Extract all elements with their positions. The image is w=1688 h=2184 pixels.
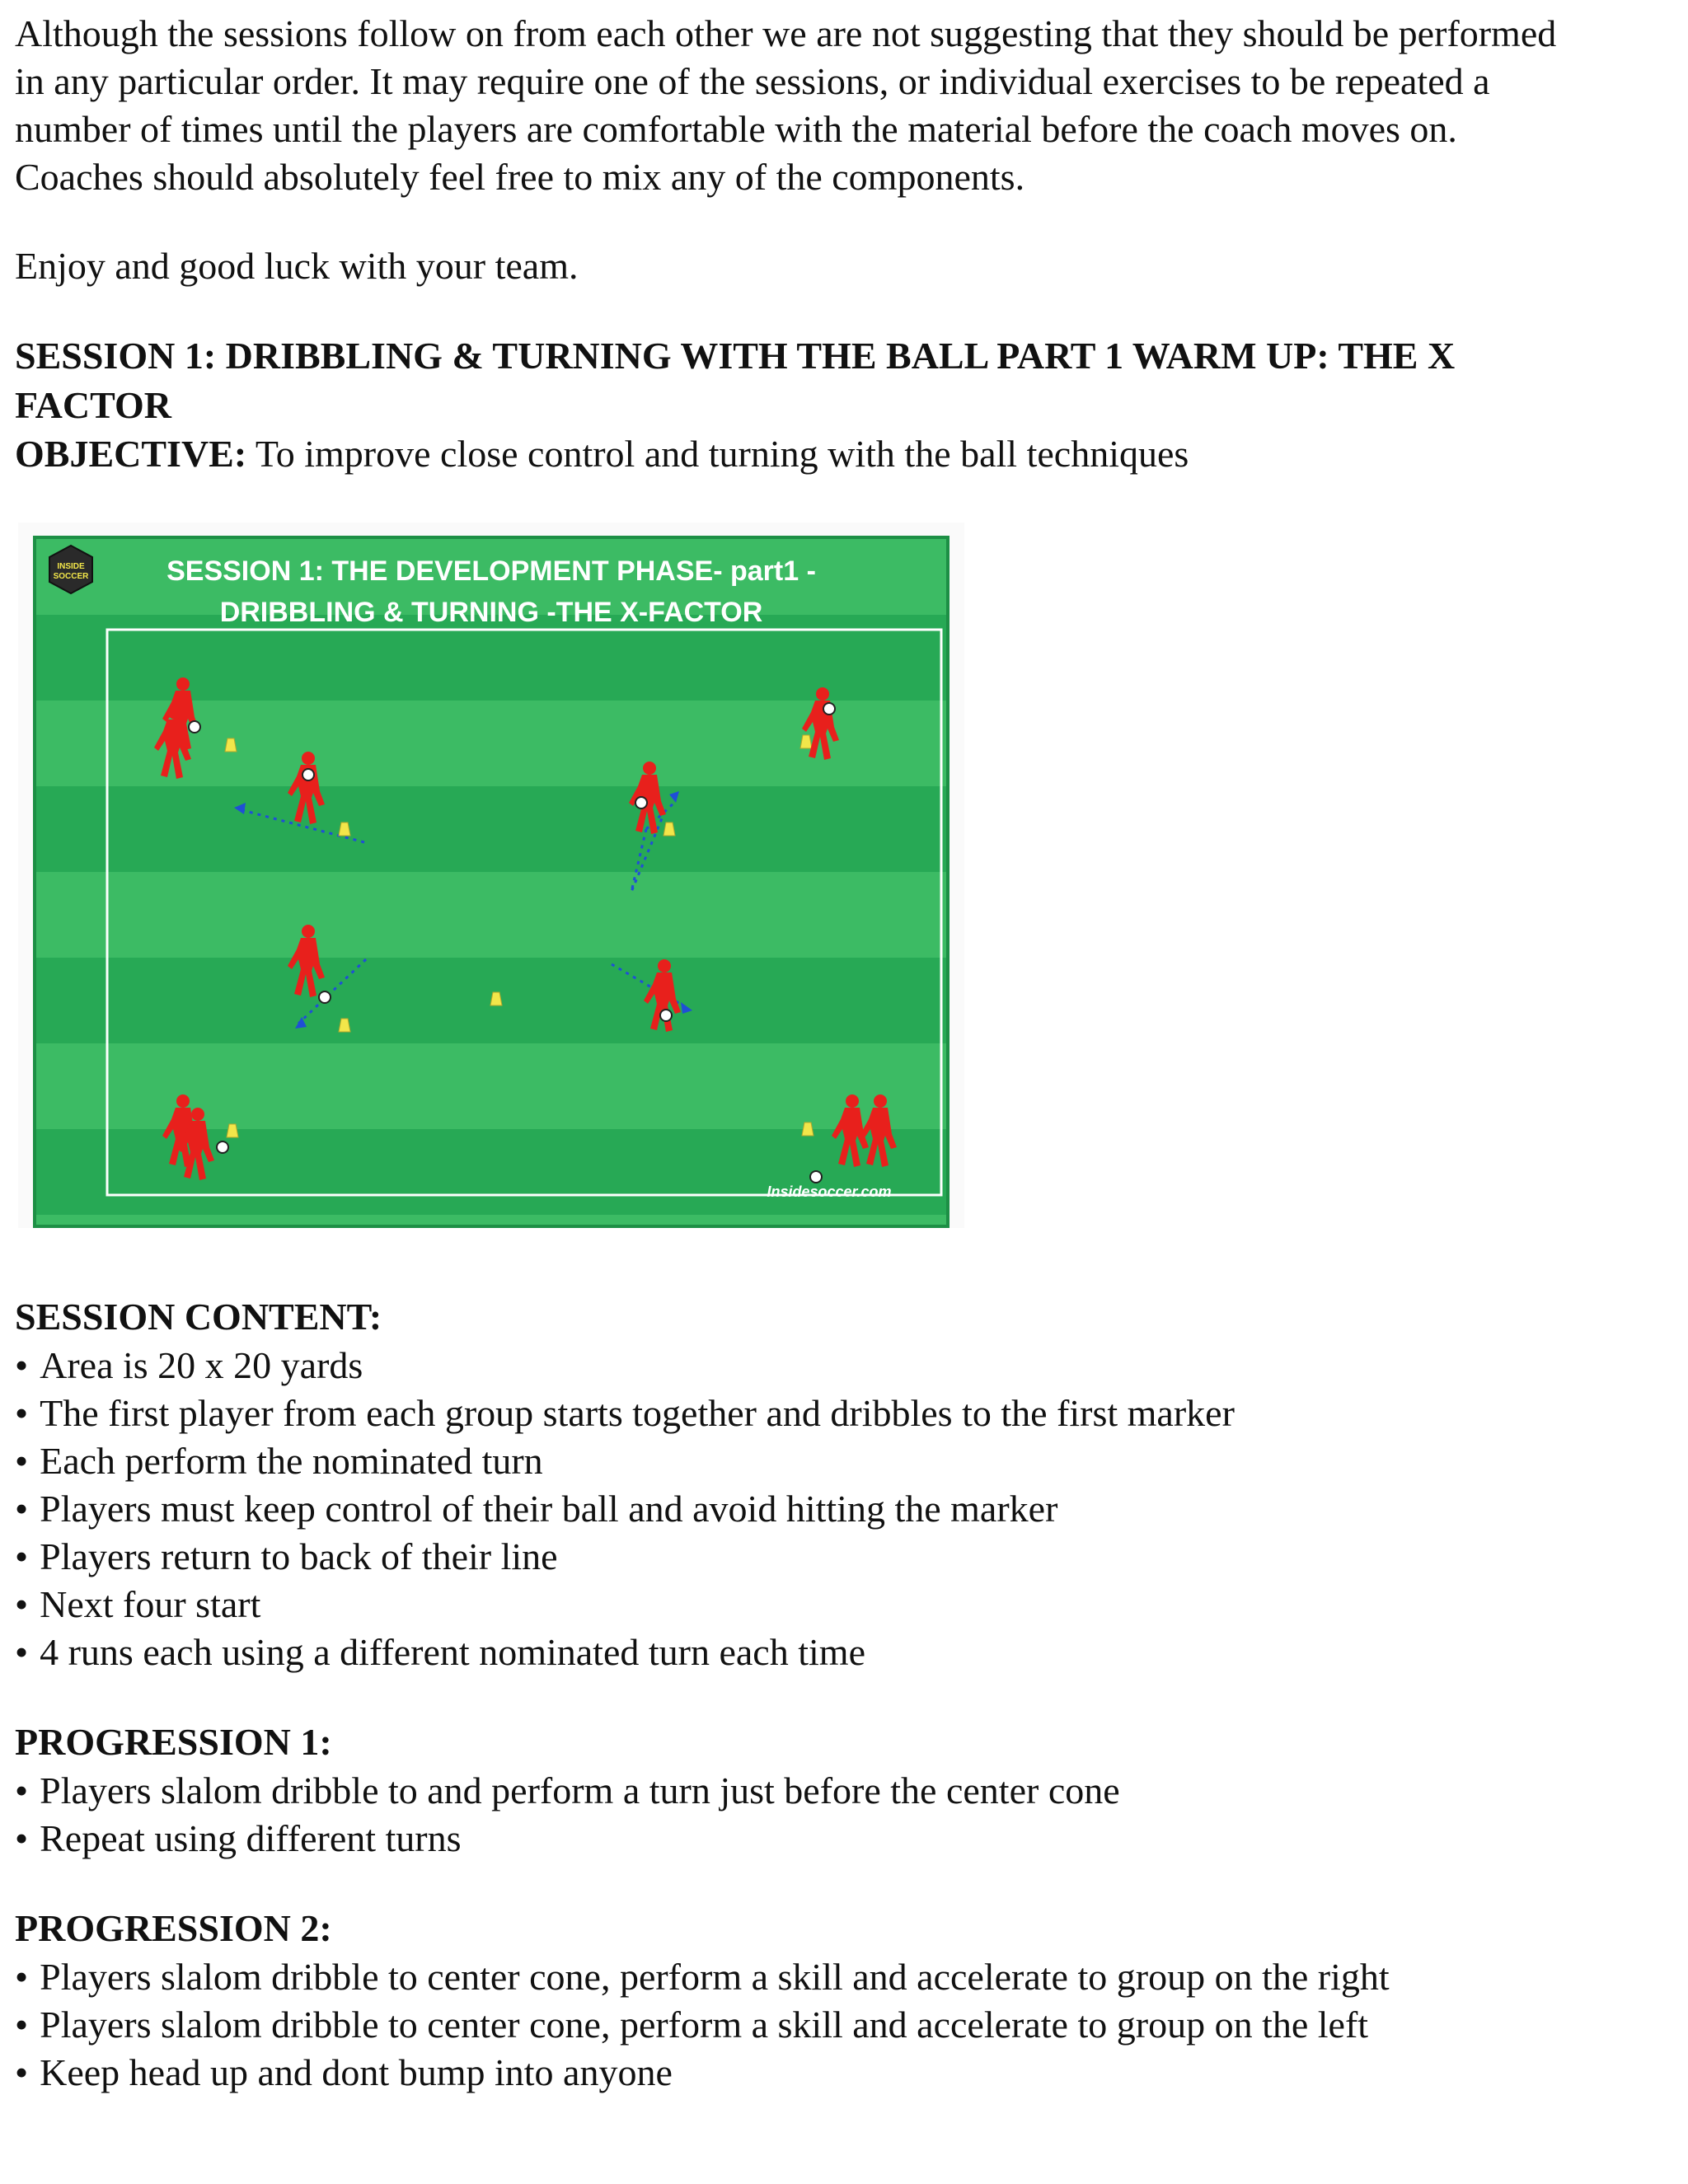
soccer-ball <box>217 1141 228 1153</box>
session-content-section <box>15 1292 1672 1676</box>
list-item: • Players slalom dribble to and perform a turn just before the center cone <box>15 1767 1672 1815</box>
cone-marker <box>225 738 237 752</box>
logo-text-bottom: SOCCER <box>53 572 89 581</box>
intro-paragraph <box>15 10 1672 201</box>
cone-marker <box>339 1019 350 1032</box>
cone-marker <box>490 992 502 1005</box>
soccer-ball <box>635 797 647 808</box>
enjoy-line: Enjoy and good luck with your team. <box>15 245 579 287</box>
diagram-title-line2: DRIBBLING & TURNING -THE X-FACTOR <box>219 597 763 628</box>
progression-1-section <box>15 1718 1672 1863</box>
list-item: • Players slalom dribble to center cone, perform a skill and accelerate to group on the right <box>15 1953 1672 2001</box>
session-heading-line: SESSION 1: DRIBBLING & TURNING WITH THE BALL PART 1 WARM UP: THE X <box>15 335 1456 377</box>
objective <box>15 430 1672 478</box>
cone-marker <box>227 1124 238 1137</box>
list-item: • Each perform the nominated turn <box>15 1437 1672 1485</box>
diagram-title-line1: SESSION 1: THE DEVELOPMENT PHASE- part1 - <box>166 555 816 587</box>
progression-2-list <box>15 1953 1672 2097</box>
list-item: • Players must keep control of their ball and avoid hitting the marker <box>15 1485 1672 1533</box>
intro-line: in any particular order. It may require one of the sessions, or individual exercises to be repeated a <box>15 60 1490 102</box>
list-item: • Repeat using different turns <box>15 1815 1672 1863</box>
list-item: • Players slalom dribble to center cone, perform a skill and accelerate to group on the left <box>15 2001 1672 2049</box>
soccer-ball <box>810 1171 822 1183</box>
soccer-ball <box>660 1010 672 1021</box>
soccer-ball <box>823 703 835 715</box>
list-item: • Area is 20 x 20 yards <box>15 1342 1672 1390</box>
soccer-ball <box>302 769 314 780</box>
objective-text: To improve close control and turning with the ball techniques <box>246 433 1189 475</box>
intro-line: Although the sessions follow on from each other we are not suggesting that they should be performed <box>15 12 1557 54</box>
cone-marker <box>339 823 350 836</box>
progression-1-list <box>15 1767 1672 1863</box>
list-item: • The first player from each group starts together and dribbles to the first marker <box>15 1390 1672 1437</box>
objective-label: OBJECTIVE: <box>15 433 247 475</box>
cone-marker <box>663 823 675 836</box>
list-item: • 4 runs each using a different nominated turn each time <box>15 1629 1672 1676</box>
soccer-ball <box>189 721 200 733</box>
soccer-ball <box>319 991 331 1003</box>
inside-soccer-logo <box>49 546 92 593</box>
list-item: • Next four start <box>15 1581 1672 1629</box>
progression-2-section <box>15 1904 1672 2097</box>
session-content-list <box>15 1342 1672 1676</box>
pitch-diagram <box>18 523 964 1228</box>
intro-line: number of times until the players are comfortable with the material before the coach moves on. <box>15 108 1457 150</box>
session-content-heading: SESSION CONTENT: <box>15 1296 382 1338</box>
intro-line: Coaches should absolutely feel free to mix any of the components. <box>15 156 1025 198</box>
cone-marker <box>802 1122 814 1136</box>
cone-marker <box>800 735 812 748</box>
document-page <box>15 10 1672 478</box>
drill-diagram <box>18 523 964 1228</box>
logo-text-top: INSIDE <box>57 562 85 571</box>
session-heading-line: FACTOR <box>15 384 171 426</box>
progression-2-heading: PROGRESSION 2: <box>15 1907 332 1949</box>
list-item: • Keep head up and dont bump into anyone <box>15 2049 1672 2097</box>
diagram-watermark: Insidesoccer.com <box>767 1183 892 1200</box>
progression-1-heading: PROGRESSION 1: <box>15 1721 332 1763</box>
list-item: • Players return to back of their line <box>15 1533 1672 1581</box>
